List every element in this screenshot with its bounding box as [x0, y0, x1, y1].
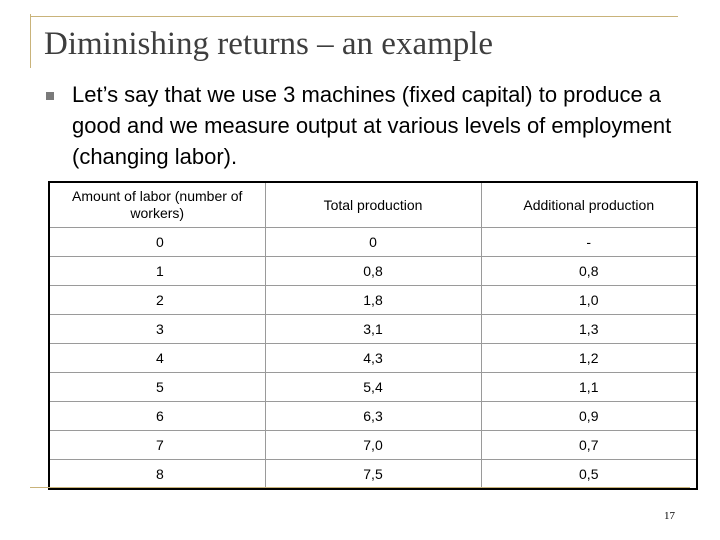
- cell-total: 0: [265, 228, 481, 257]
- table-row: [49, 431, 697, 460]
- cell-total: 1,8: [265, 286, 481, 315]
- cell-labor: 3: [49, 315, 265, 344]
- cell-labor: 0: [49, 228, 265, 257]
- title-rule-vertical: [30, 14, 31, 68]
- table-row: [49, 373, 697, 402]
- table-row: [49, 402, 697, 431]
- table-header-row: [49, 182, 697, 228]
- cell-labor: 1: [49, 257, 265, 286]
- cell-labor: 6: [49, 402, 265, 431]
- bullet-text: Let’s say that we use 3 machines (fixed capital) to produce a good and we measure output at various levels of employment (changing labor).: [72, 82, 672, 169]
- cell-additional: -: [481, 228, 697, 257]
- table-row: [49, 257, 697, 286]
- table-row: [49, 344, 697, 373]
- footer-rule: [30, 487, 690, 488]
- slide-title: Diminishing returns – an example: [44, 26, 494, 62]
- cell-additional: 1,1: [481, 373, 697, 402]
- page-number: 17: [664, 510, 675, 522]
- cell-additional: 0,5: [481, 460, 697, 490]
- cell-additional: 1,3: [481, 315, 697, 344]
- cell-additional: 0,9: [481, 402, 697, 431]
- title-rule-horizontal: [30, 16, 678, 17]
- cell-total: 7,0: [265, 431, 481, 460]
- bullet-marker: [46, 92, 54, 100]
- cell-labor: 7: [49, 431, 265, 460]
- cell-labor: 2: [49, 286, 265, 315]
- table-row: [49, 315, 697, 344]
- cell-additional: 1,0: [481, 286, 697, 315]
- table-row: [49, 228, 697, 257]
- cell-total: 0,8: [265, 257, 481, 286]
- cell-labor: 8: [49, 460, 265, 490]
- cell-labor: 5: [49, 373, 265, 402]
- cell-total: 6,3: [265, 402, 481, 431]
- header-total-production: Total production: [265, 182, 481, 228]
- cell-additional: 0,7: [481, 431, 697, 460]
- cell-total: 7,5: [265, 460, 481, 490]
- header-labor: Amount of labor (number of workers): [49, 182, 265, 228]
- cell-labor: 4: [49, 344, 265, 373]
- table-row: [49, 460, 697, 490]
- table-row: [49, 286, 697, 315]
- header-additional-production: Additional production: [481, 182, 697, 228]
- cell-total: 3,1: [265, 315, 481, 344]
- cell-additional: 0,8: [481, 257, 697, 286]
- cell-total: 4,3: [265, 344, 481, 373]
- cell-total: 5,4: [265, 373, 481, 402]
- production-table: [48, 181, 698, 490]
- cell-additional: 1,2: [481, 344, 697, 373]
